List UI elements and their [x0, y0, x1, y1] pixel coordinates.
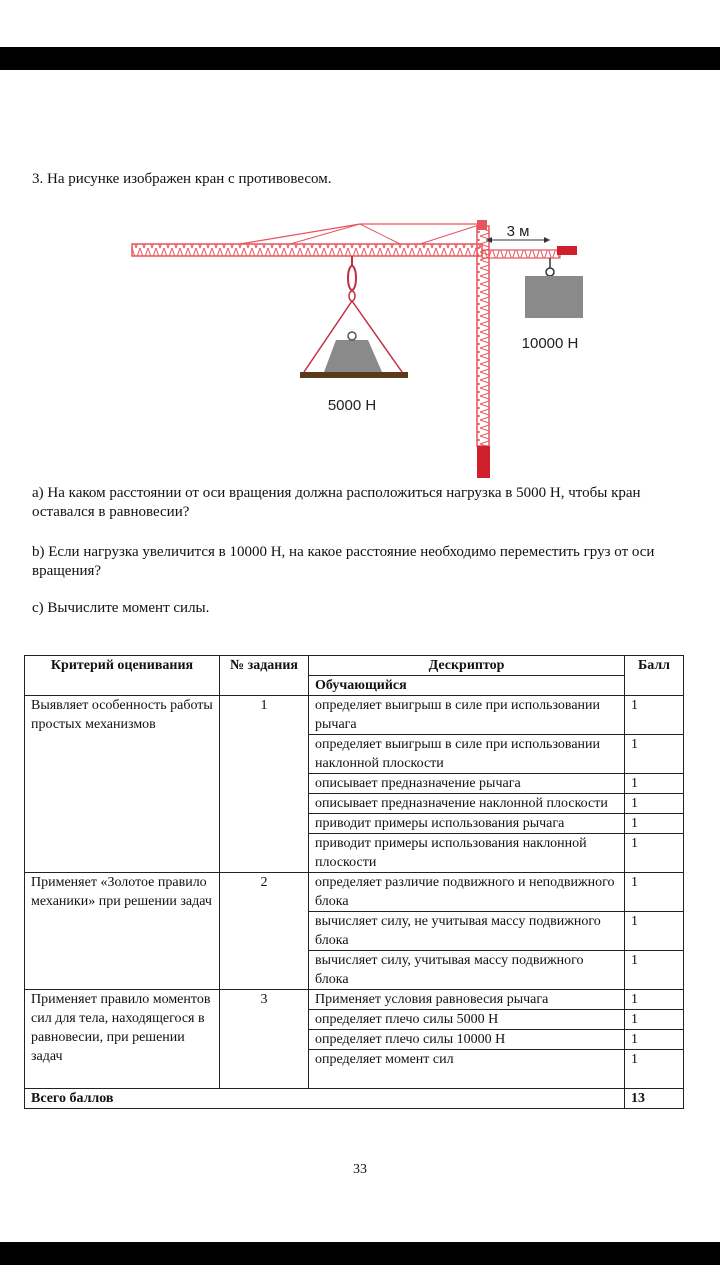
- top-black-bar: [0, 47, 720, 70]
- descriptor-cell: Применяет условия равновесия рычага: [309, 990, 625, 1010]
- table-row: [25, 696, 684, 735]
- header-task-no: № задания: [220, 656, 309, 696]
- descriptor-cell: определяет выигрыш в силе при использовании наклонной плоскости: [309, 735, 625, 774]
- question-c: c) Вычислите момент силы.: [32, 600, 210, 616]
- score-cell: 1: [625, 912, 684, 951]
- descriptor-cell: определяет выигрыш в силе при использовании рычага: [309, 696, 625, 735]
- descriptor-cell: определяет плечо силы 5000 Н: [309, 1010, 625, 1030]
- score-cell: 1: [625, 990, 684, 1010]
- criterion-cell: Выявляет особенность работы простых механизмов: [25, 696, 220, 873]
- task-cell: 2: [220, 873, 309, 990]
- distance-label: 3 м: [506, 223, 530, 240]
- table-row: [25, 873, 684, 912]
- table-row: [25, 990, 684, 1010]
- crane-figure: [120, 212, 600, 484]
- assessment-table: [24, 655, 684, 1109]
- crane-counter-jib: [482, 246, 577, 258]
- weight-right-label: 10000 Н: [521, 335, 579, 352]
- right-load: [522, 258, 583, 352]
- header-descriptor: Дескриптор: [309, 656, 625, 676]
- question-a: a) На каком расстоянии от оси вращения должна расположиться нагрузка в 5000 Н, чтобы кран оставался в равновесии?: [32, 485, 641, 520]
- weight-left-label: 5000 Н: [327, 397, 377, 414]
- bottom-black-bar: [0, 1242, 720, 1265]
- descriptor-cell: приводит примеры использования рычага: [309, 814, 625, 834]
- task-cell: 3: [220, 990, 309, 1089]
- question-title: 3. На рисунке изображен кран с противовесом.: [32, 171, 332, 187]
- descriptor-cell: вычисляет силу, учитывая массу подвижного блока: [309, 951, 625, 990]
- score-cell: 1: [625, 774, 684, 794]
- criterion-cell: Применяет «Золотое правило механики» при решении задач: [25, 873, 220, 990]
- header-criterion: Критерий оценивания: [25, 656, 220, 696]
- descriptor-cell: определяет плечо силы 10000 Н: [309, 1030, 625, 1050]
- score-cell: 1: [625, 834, 684, 873]
- score-cell: 1: [625, 1010, 684, 1030]
- descriptor-cell: определяет момент сил: [309, 1050, 625, 1089]
- page-number: 33: [353, 1162, 367, 1177]
- weight-10000: [525, 276, 583, 318]
- distance-marker: [486, 223, 550, 243]
- task-cell: 1: [220, 696, 309, 873]
- descriptor-cell: описывает предназначение наклонной плоскости: [309, 794, 625, 814]
- descriptor-cell: определяет различие подвижного и неподвижного блока: [309, 873, 625, 912]
- score-cell: 1: [625, 814, 684, 834]
- weight-5000: [324, 340, 382, 372]
- left-load: [300, 256, 408, 414]
- header-row: [25, 656, 684, 676]
- score-cell: 1: [625, 1030, 684, 1050]
- question-b: b) Если нагрузка увеличится в 10000 Н, на какое расстояние необходимо переместить груз от оси вращения?: [32, 544, 655, 579]
- score-cell: 1: [625, 951, 684, 990]
- crane-jib: [132, 224, 482, 256]
- header-score: Балл: [625, 656, 684, 696]
- total-value: 13: [625, 1089, 684, 1109]
- total-row: [25, 1089, 684, 1109]
- score-cell: 1: [625, 735, 684, 774]
- score-cell: 1: [625, 1050, 684, 1089]
- score-cell: 1: [625, 873, 684, 912]
- descriptor-cell: вычисляет силу, не учитывая массу подвижного блока: [309, 912, 625, 951]
- platform: [300, 372, 408, 378]
- header-learner: Обучающийся: [309, 676, 625, 696]
- criterion-cell: Применяет правило моментов сил для тела, находящегося в равновесии, при решении задач: [25, 990, 220, 1089]
- crane-tower: [477, 220, 490, 478]
- score-cell: 1: [625, 794, 684, 814]
- total-label: Всего баллов: [25, 1089, 625, 1109]
- score-cell: 1: [625, 696, 684, 735]
- descriptor-cell: описывает предназначение рычага: [309, 774, 625, 794]
- descriptor-cell: приводит примеры использования наклонной плоскости: [309, 834, 625, 873]
